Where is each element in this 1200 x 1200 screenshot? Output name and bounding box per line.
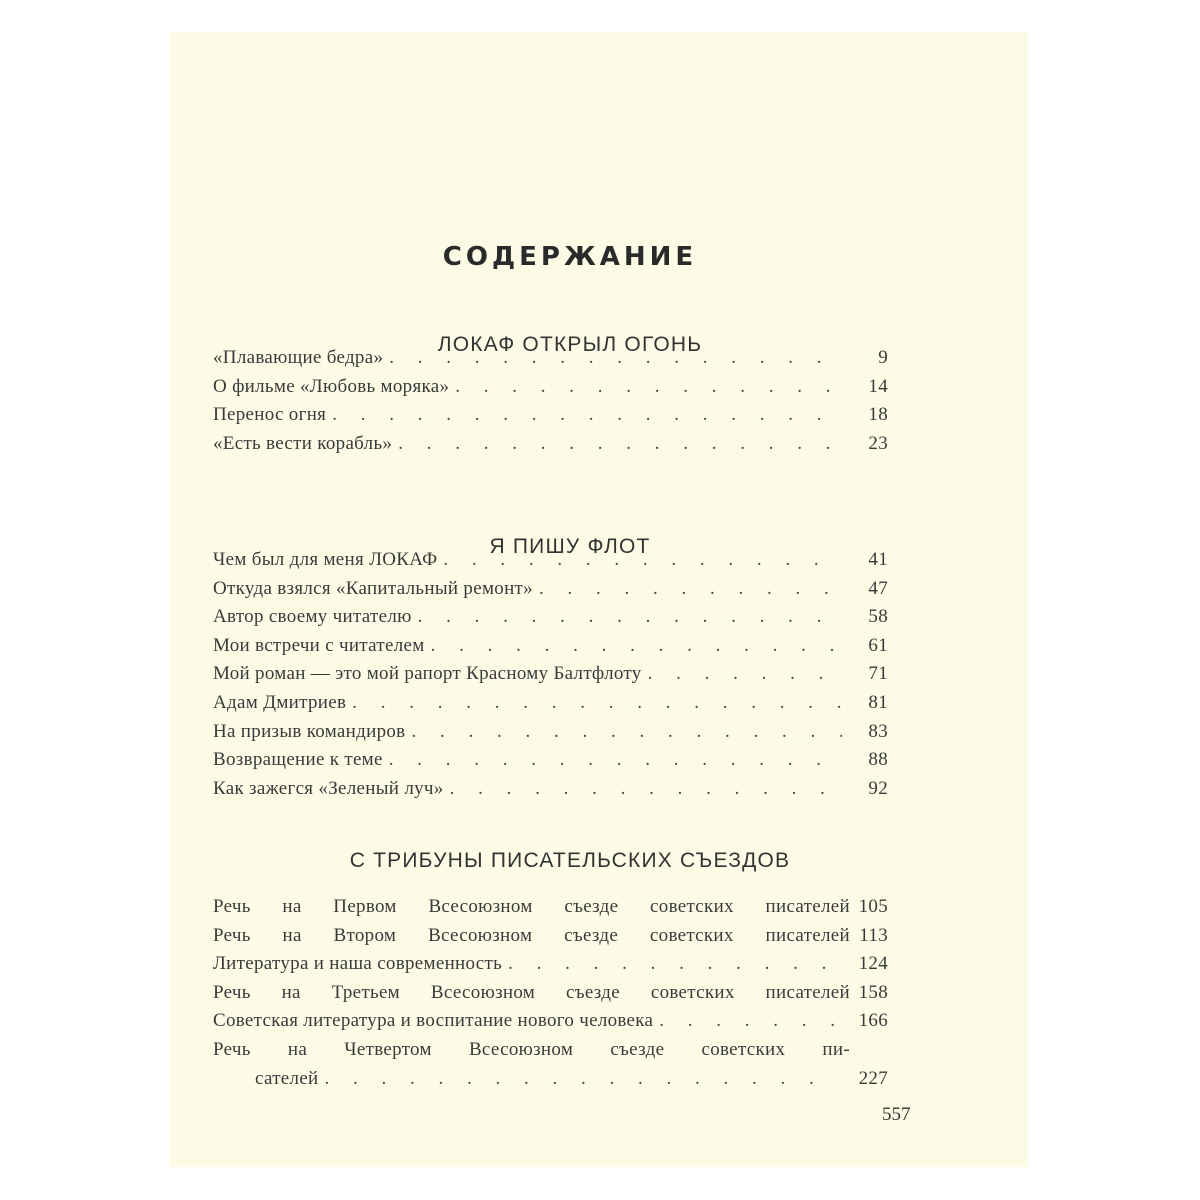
toc-entry: [213, 546, 888, 575]
toc-entry-page: 92: [868, 777, 888, 799]
toc-entry-page: 227: [858, 1067, 888, 1089]
dot-leader: [325, 1065, 842, 1093]
toc-entry-title: сателей: [255, 1067, 319, 1089]
dot-leader: [539, 575, 842, 603]
toc-entry-page: 166: [858, 1010, 888, 1032]
toc-entry: [213, 979, 888, 1008]
toc-entry-title: Советская литература и воспитание нового человека: [213, 1010, 654, 1032]
toc-entry-title: Речь на Третьем Всесоюзном съезде советских писателей: [213, 981, 850, 1003]
toc-entry: [213, 401, 888, 430]
toc-entry-page: 41: [868, 549, 888, 570]
toc-entry: [213, 1036, 888, 1065]
dot-leader: [450, 775, 842, 803]
toc-entry-page: 18: [868, 404, 888, 426]
toc-entry-page: 113: [859, 924, 888, 946]
toc-entry-title: Адам Дмитриев: [213, 691, 347, 713]
dot-leader: [659, 1007, 842, 1035]
dot-leader: [443, 546, 842, 574]
toc-entry-page: 158: [858, 981, 888, 1003]
dot-leader: [411, 718, 842, 746]
toc-section-1: [213, 344, 888, 458]
dot-leader: [332, 401, 842, 429]
toc-entry-page: 124: [858, 953, 888, 975]
toc-entry-title: «Есть вести корабль»: [213, 432, 393, 454]
page-title: СОДЕРЖАНИЕ: [442, 242, 698, 272]
toc-entry-page: 61: [868, 634, 888, 656]
toc-entry-title: Автор своему читателю: [213, 606, 412, 628]
dot-leader: [389, 344, 842, 372]
toc-entry-page: 23: [868, 432, 888, 454]
toc-entry-title: Перенос огня: [213, 404, 327, 426]
dot-leader: [352, 689, 842, 717]
toc-entry-page: 9: [878, 347, 888, 368]
section-heading: С ТРИБУНЫ ПИСАТЕЛЬСКИХ СЪЕЗДОВ: [349, 849, 791, 872]
toc-entry-page: 14: [868, 375, 888, 397]
toc-entry-page: 88: [868, 749, 888, 771]
toc-entry-title: «Плавающие бедра»: [213, 347, 384, 368]
toc-entry-page: 81: [868, 691, 888, 713]
toc-entry: [213, 922, 888, 951]
toc-entry-title: На призыв командиров: [213, 720, 406, 742]
dot-leader: [508, 950, 842, 978]
toc-entry-page: 71: [868, 663, 888, 685]
section-heading: Я ПИШУ ФЛОТ: [489, 535, 651, 558]
toc-entry-title: Речь на Втором Всесоюзном съезде советских писателей: [213, 924, 850, 946]
toc-entry: [213, 950, 888, 979]
toc-entry-page: 83: [868, 720, 888, 742]
toc-entry: [213, 344, 888, 373]
dot-leader: [648, 660, 842, 688]
toc-entry: [213, 718, 888, 747]
toc-entry-title: Мой роман — это мой рапорт Красному Балтфлоту: [213, 663, 642, 685]
toc-section-2: [213, 546, 888, 803]
dot-leader: [398, 430, 842, 458]
page-number: 557: [882, 1104, 911, 1125]
toc-entry: [213, 373, 888, 402]
toc-entry: [213, 893, 888, 922]
toc-section-3: [213, 893, 888, 1093]
toc-entry-title: Мои встречи с читателем: [213, 634, 425, 656]
toc-entry-title: Откуда взялся «Капитальный ремонт»: [213, 577, 533, 599]
toc-entry: [213, 632, 888, 661]
toc-entry-continuation: [213, 1065, 888, 1094]
toc-entry-page: 47: [868, 577, 888, 599]
toc-entry: [213, 575, 888, 604]
toc-entry-title: Как зажегся «Зеленый луч»: [213, 777, 444, 799]
section-heading: ЛОКАФ ОТКРЫЛ ОГОНЬ: [437, 333, 703, 356]
toc-entry-title: Речь на Четвертом Всесоюзном съезде советских пи-: [213, 1038, 850, 1060]
dot-leader: [418, 603, 842, 631]
toc-entry-title: Возвращение к теме: [213, 749, 383, 771]
toc-entry-title: Речь на Первом Всесоюзном съезде советских писателей: [213, 896, 850, 917]
dot-leader: [389, 746, 842, 774]
toc-entry: [213, 689, 888, 718]
toc-entry-page: 105: [858, 896, 888, 917]
toc-entry: [213, 603, 888, 632]
toc-entry: [213, 660, 888, 689]
toc-entry: [213, 1007, 888, 1036]
toc-entry-title: Литература и наша современность: [213, 953, 503, 975]
toc-entry: [213, 746, 888, 775]
toc-entry: [213, 775, 888, 804]
toc-entry-title: Чем был для меня ЛОКАФ: [213, 549, 438, 570]
toc-entry-page: 58: [868, 606, 888, 628]
dot-leader: [431, 632, 842, 660]
book-page: [170, 32, 1028, 1167]
toc-entry: [213, 430, 888, 459]
dot-leader: [455, 373, 842, 401]
toc-entry-title: О фильме «Любовь моряка»: [213, 375, 450, 397]
